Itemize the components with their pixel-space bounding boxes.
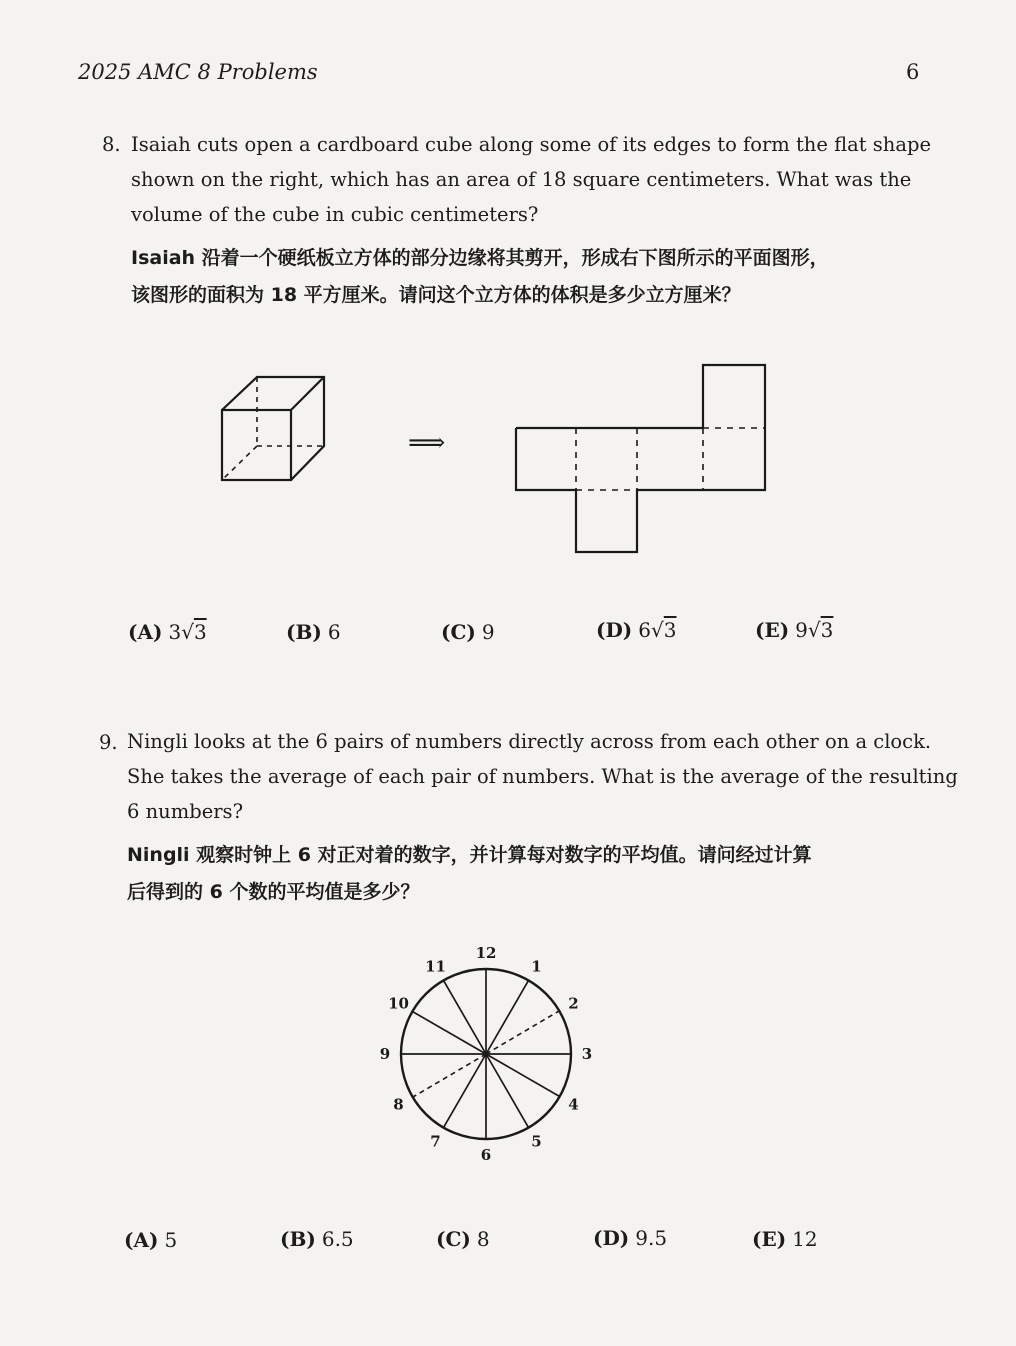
clock-spoke [444, 1054, 487, 1128]
clock-number: 8 [393, 1095, 404, 1114]
choice-b[interactable]: (B) 6.5 [280, 1227, 354, 1251]
clock-number: 3 [581, 1045, 593, 1063]
choice-c[interactable]: (C) 9 [441, 620, 495, 644]
clock-number: 1 [531, 957, 542, 976]
clock-number: 11 [425, 957, 446, 976]
problem-chinese-line: 该图形的面积为 18 平方厘米。请问这个立方体的体积是多少立方厘米？ [131, 284, 741, 306]
problem-number: 8. [102, 133, 121, 156]
clock-spoke [486, 980, 529, 1054]
choice-a[interactable]: (A) 5 [124, 1228, 178, 1252]
page-number: 6 [906, 60, 920, 84]
problem-text-line: volume of the cube in cubic centimeters? [131, 203, 539, 226]
choice-d[interactable]: (D) 9.5 [593, 1226, 668, 1250]
choice-b[interactable]: (B) 6 [286, 620, 341, 644]
choice-a[interactable]: (A) 3√3 [128, 620, 207, 644]
choice-c[interactable]: (C) 8 [436, 1227, 490, 1251]
choice-e[interactable]: (E) 9√3 [755, 618, 834, 642]
page-header-title: 2025 AMC 8 Problems [78, 60, 318, 84]
clock-spoke [486, 1054, 529, 1128]
clock-spoke [444, 980, 487, 1054]
clock-number: 5 [531, 1132, 542, 1151]
problem-chinese-line: Isaiah 沿着一个硬纸板立方体的部分边缘将其剪开，形成右下图所示的平面图形， [131, 247, 829, 269]
clock-spoke [486, 1054, 560, 1097]
choice-e[interactable]: (E) 12 [752, 1227, 818, 1251]
clock-spoke [412, 1012, 486, 1055]
clock-number: 7 [430, 1132, 441, 1151]
arrow-icon: ⟹ [408, 428, 446, 458]
clock-number: 12 [475, 944, 497, 962]
clock-number: 4 [568, 1095, 579, 1114]
problem-text-line: She takes the average of each pair of numbers. What is the average of the resulting [127, 765, 958, 788]
clock-number: 9 [379, 1045, 391, 1063]
problem-text-line: Ningli looks at the 6 pairs of numbers directly across from each other on a clock. [127, 730, 932, 753]
clock-number: 2 [568, 994, 579, 1013]
problem-text-line: shown on the right, which has an area of 18 square centimeters. What was the [131, 168, 912, 191]
problem-chinese-line: 后得到的 6 个数的平均值是多少？ [127, 881, 420, 903]
problem-text-line: Isaiah cuts open a cardboard cube along some of its edges to form the flat shape [131, 133, 931, 156]
choice-d[interactable]: (D) 6√3 [596, 618, 677, 642]
problem-chinese-line: Ningli 观察时钟上 6 对正对着的数字，并计算每对数字的平均值。请问经过计算 [127, 844, 812, 866]
problem-number: 9. [99, 731, 118, 754]
clock-number: 10 [388, 994, 409, 1013]
clock-number: 6 [480, 1146, 492, 1164]
problem-text-line: 6 numbers? [127, 800, 244, 823]
